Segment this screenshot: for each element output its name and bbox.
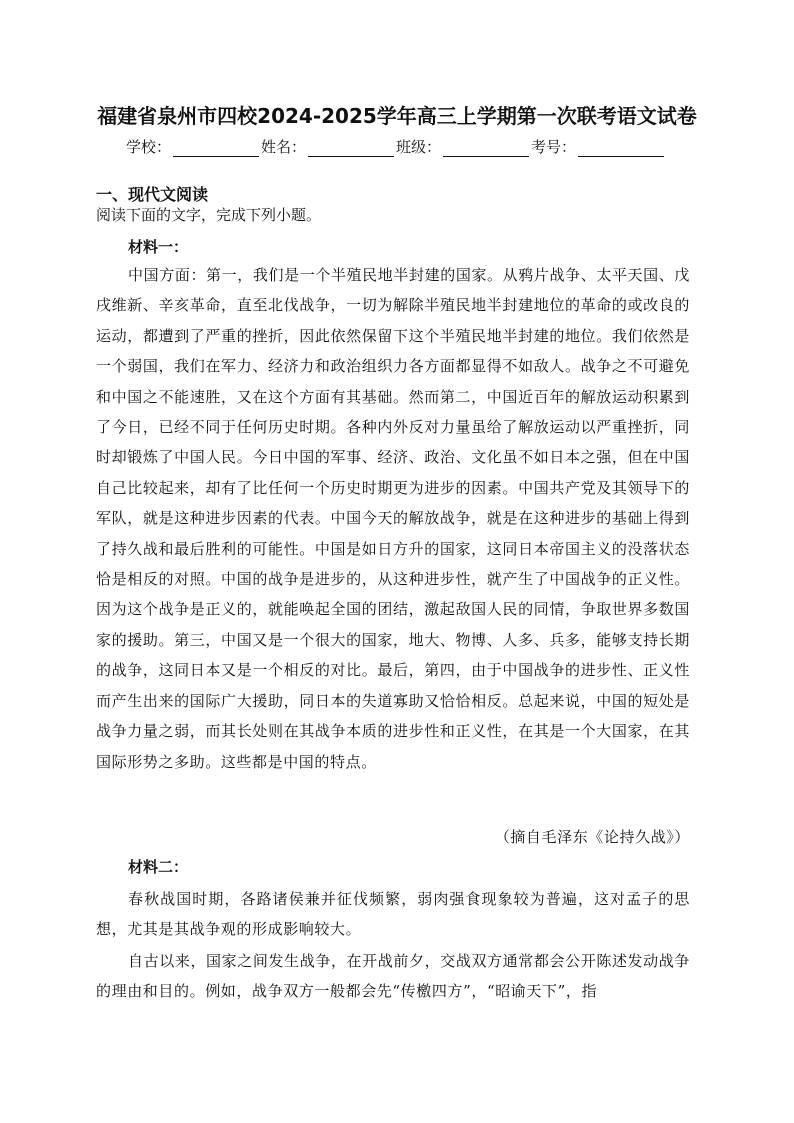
exam-title: 福建省泉州市四校2024-2025学年高三上学期第一次联考语文试卷 <box>97 104 697 128</box>
exam-no-label: 考号： <box>531 138 577 156</box>
class-label: 班级： <box>396 138 442 156</box>
section-heading: 一、现代文阅读 <box>96 185 209 204</box>
material2-paragraph-2: 自古以来，国家之间发生战争，在开战前夕，交战双方通常都会公开陈述发动战争的理由和目的。例如，战争双方一般都会先“传檄四方”，“昭谕天下”，指 <box>96 952 690 1001</box>
material1-paragraph: 中国方面：第一，我们是一个半殖民地半封建的国家。从鸦片战争、太平天国、戊戌维新、辛亥革命，直至北伐战争，一切为解除半殖民地半封建地位的革命的或改良的运动，都遭到了严重的挫折，因此依然保留下这个半殖民地半封建的地位。我们依然是一个弱国，我们在军力、经济力和政治组织力各方面都显得不如敌人。战争之不可避免和中国之不能速胜，又在这个方面有其基础。然而第二，中国近百年的解放运动积累到了今日，已经不同于任何历史时期。各种内外反对力量虽给了解放运动以严重挫折，同时却锻炼了中国人民。今日中国的军事、经济、政治、文化虽不如日本之强，但在中国自己比较起来，却有了比任何一个历史时期更为进步的因素。中国共产党及其领导下的军队，就是这种进步因素的代表。中国今天的解放战争，就是在这种进步的基础上得到了持久战和最后胜利的可能性。中国是如日方升的国家，这同日本帝国主义的没落状态恰是相反的对照。中国的战争是进步的，从这种进步性，就产生了中国战争的正义性。因为这个战争是正义的，就能唤起全国的团结，激起敌国人民的同情，争取世界多数国家的援助。第三，中国又是一个很大的国家，地大、物博、人多、兵多，能够支持长期的战争，这同日本又是一个相反的对比。最后，第四，由于中国战争的进步性、正义性而产生出来的国际广大援助，同日本的失道寡助又恰恰相反。总起来说，中国的短处是战争力量之弱，而其长处则在其战争本质的进步性和正义性，在其是一个大国家，在其国际形势之多助。这些都是中国的特点。 <box>96 266 690 771</box>
material2-label: 材料二： <box>128 858 189 876</box>
name-blank[interactable] <box>308 140 394 157</box>
material2-paragraph-1: 春秋战国时期，各路诸侯兼并征伐频繁，弱肉强食现象较为普遍，这对孟子的思想，尤其是其战争观的形成影响较大。 <box>96 890 690 939</box>
school-blank[interactable] <box>173 140 259 157</box>
instruction-text: 阅读下面的文字，完成下列小题。 <box>96 206 322 224</box>
class-blank[interactable] <box>443 140 529 157</box>
material1-source: （摘自毛泽东《论持久战》） <box>494 828 690 846</box>
student-info-row <box>126 136 686 157</box>
name-label: 姓名： <box>261 138 307 156</box>
exam-no-blank[interactable] <box>578 140 664 157</box>
material1-label: 材料一： <box>128 238 189 256</box>
school-label: 学校： <box>126 138 172 156</box>
